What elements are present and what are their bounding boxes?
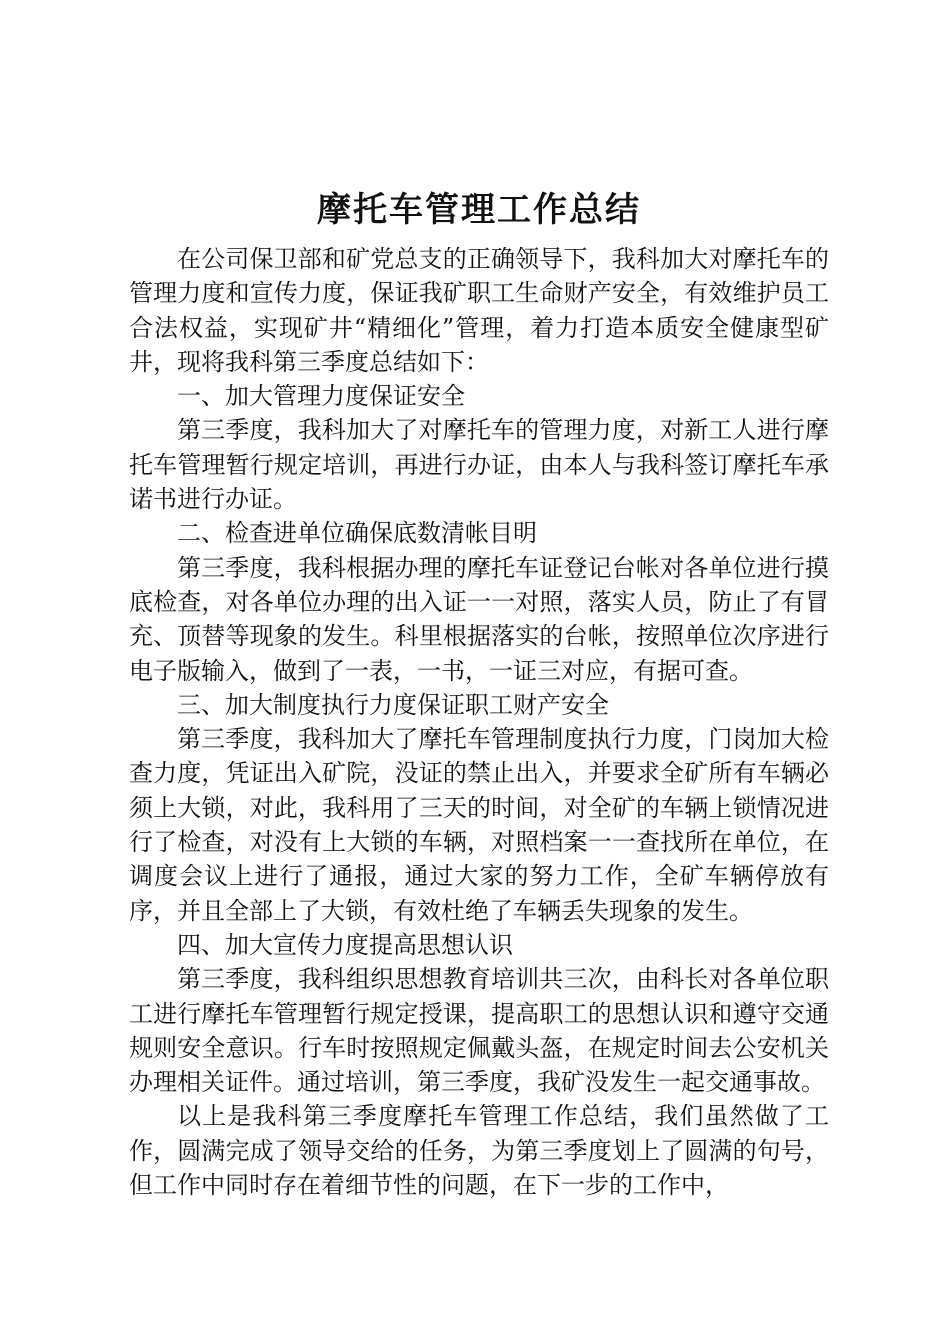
- conclusion-paragraph: 以上是我科第三季度摩托车管理工作总结，我们虽然做了工作，圆满完成了领导交给的任务，为第三季度划上了圆满的句号，但工作中同时存在着细节性的问题，在下一步的工作中，: [129, 1102, 829, 1200]
- section-body-3: 第三季度，我科加大了摩托车管理制度执行力度，门岗加大检查力度，凭证出入矿院，没证的禁止出入，并要求全矿所有车辆必须上大锁，对此，我科用了三天的时间，对全矿的车辆上锁情况进行了检查，对没有上大锁的车辆，对照档案一一查找所在单位，在调度会议上进行了通报，通过大家的努力工作，全矿车辆停放有序，并且全部上了大锁，有效杜绝了车辆丢失现象的发生。: [129, 725, 829, 925]
- section-heading-4: 四、加大宣传力度提高思想认识: [177, 930, 513, 959]
- section-body-4: 第三季度，我科组织思想教育培训共三次，由科长对各单位职工进行摩托车管理暂行规定授课，提高职工的思想认识和遵守交通规则安全意识。行车时按照规定佩戴头盔，在规定时间去公安机关办理相关证件。通过培训，第三季度，我矿没发生一起交通事故。: [129, 965, 829, 1097]
- section-body-2: 第三季度，我科根据办理的摩托车证登记台帐对各单位进行摸底检查，对各单位办理的出入证一一对照，落实人员，防止了有冒充、顶替等现象的发生。科里根据落实的台帐，按照单位次序进行电子版输入，做到了一表，一书，一证三对应，有据可查。: [129, 553, 829, 685]
- intro-paragraph: 在公司保卫部和矿党总支的正确领导下，我科加大对摩托车的管理力度和宣传力度，保证我矿职工生命财产安全，有效维护员工合法权益，实现矿井“精细化”管理，着力打造本质安全健康型矿井，现将我科第三季度总结如下：: [129, 245, 829, 376]
- document-page: [129, 184, 829, 1202]
- section-body-1: 第三季度，我科加大了对摩托车的管理力度，对新工人进行摩托车管理暂行规定培训，再进行办证，由本人与我科签订摩托车承诺书进行办证。: [129, 416, 829, 514]
- document-title: 摩托车管理工作总结: [317, 190, 641, 230]
- section-heading-1: 一、加大管理力度保证安全: [177, 382, 465, 411]
- section-heading-2: 二、检查进单位确保底数清帐目明: [177, 519, 537, 548]
- section-heading-3: 三、加大制度执行力度保证职工财产安全: [177, 690, 609, 719]
